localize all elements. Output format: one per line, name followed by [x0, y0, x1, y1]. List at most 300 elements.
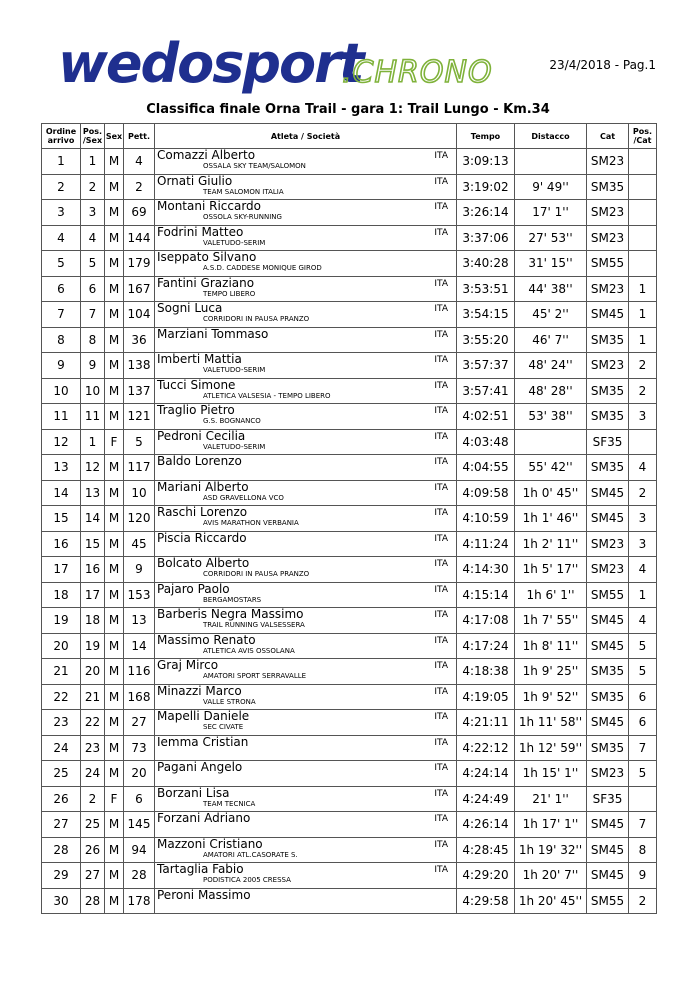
gap	[515, 149, 587, 175]
col-cat: Cat	[587, 124, 629, 149]
sex: M	[105, 863, 124, 889]
pos-sex: 18	[81, 608, 105, 634]
nationality: ITA	[434, 788, 448, 799]
sex: M	[105, 200, 124, 226]
gap: 1h 8' 11''	[515, 633, 587, 659]
athlete-cell	[155, 251, 457, 277]
bib-number: 137	[124, 378, 155, 404]
pos-sex: 21	[81, 684, 105, 710]
bib-number: 120	[124, 506, 155, 532]
bib-number: 14	[124, 633, 155, 659]
nationality: ITA	[434, 202, 448, 212]
pos-category: 8	[629, 837, 657, 863]
time: 4:26:14	[457, 812, 515, 838]
time: 4:04:55	[457, 455, 515, 481]
time: 4:18:38	[457, 659, 515, 685]
club-name: TEAM SALOMON ITALIA	[203, 187, 284, 196]
table-row	[42, 480, 657, 506]
table-row	[42, 659, 657, 685]
athlete-name: Barberis Negra Massimo	[157, 607, 304, 621]
athlete-cell	[155, 557, 457, 583]
sex: M	[105, 276, 124, 302]
gap: 27' 53''	[515, 225, 587, 251]
club-name: AVIS MARATHON VERBANIA	[203, 519, 299, 527]
sex: M	[105, 888, 124, 914]
gap: 1h 2' 11''	[515, 531, 587, 557]
col-bib: Pett.	[124, 124, 155, 149]
nationality: ITA	[434, 227, 448, 238]
nationality: ITA	[434, 457, 448, 467]
athlete-name: Marziani Tommaso	[157, 326, 269, 341]
time: 3:26:14	[457, 200, 515, 226]
time: 4:02:51	[457, 404, 515, 430]
col-sex: Sex	[105, 124, 124, 149]
athlete-name: Pajaro Paolo	[157, 581, 230, 596]
category: SM23	[587, 276, 629, 302]
table-row	[42, 531, 657, 557]
club-name: CORRIDORI IN PAUSA PRANZO	[203, 570, 310, 578]
time: 3:54:15	[457, 302, 515, 328]
gap: 31' 15''	[515, 251, 587, 277]
gap: 1h 5' 17''	[515, 557, 587, 583]
gap: 1h 0' 45''	[515, 480, 587, 506]
club-name: A.S.D. CADDESE MONIQUE GIROD	[203, 264, 322, 272]
athlete-name: Comazzi Alberto	[157, 148, 256, 162]
pos-sex: 25	[81, 812, 105, 838]
col-time: Tempo	[457, 124, 515, 149]
athlete-cell	[155, 786, 457, 812]
sex: M	[105, 582, 124, 608]
athlete-name: Traglio Pietro	[157, 403, 235, 417]
bib-number: 168	[124, 684, 155, 710]
pos-category: 1	[629, 276, 657, 302]
table-row	[42, 225, 657, 251]
athlete-cell	[155, 888, 457, 914]
pos-category: 4	[629, 557, 657, 583]
pos-category: 2	[629, 888, 657, 914]
sex: M	[105, 455, 124, 481]
gap: 44' 38''	[515, 276, 587, 302]
time: 3:53:51	[457, 276, 515, 302]
bib-number: 45	[124, 531, 155, 557]
nationality: ITA	[434, 406, 448, 416]
pos-sex: 5	[81, 251, 105, 277]
time: 4:11:24	[457, 531, 515, 557]
time: 4:03:48	[457, 429, 515, 455]
pos-category	[629, 786, 657, 812]
category: SM55	[587, 251, 629, 277]
finish-order: 18	[42, 582, 81, 608]
pos-sex: 16	[81, 557, 105, 583]
gap: 1h 20' 7''	[515, 863, 587, 889]
athlete-cell	[155, 378, 457, 404]
gap: 21' 1''	[515, 786, 587, 812]
results-table	[41, 123, 657, 914]
time: 3:57:41	[457, 378, 515, 404]
category: SM45	[587, 302, 629, 328]
bib-number: 153	[124, 582, 155, 608]
pos-sex: 1	[81, 149, 105, 175]
sex: M	[105, 837, 124, 863]
date-page: 23/4/2018 - Pag.1	[549, 58, 656, 72]
bib-number: 5	[124, 429, 155, 455]
pos-category: 4	[629, 455, 657, 481]
sex: M	[105, 684, 124, 710]
athlete-name: Piscia Riccardo	[157, 530, 247, 545]
table-row	[42, 582, 657, 608]
bib-number: 104	[124, 302, 155, 328]
athlete-cell	[155, 480, 457, 506]
athlete-cell	[155, 684, 457, 710]
finish-order: 25	[42, 761, 81, 787]
sex: M	[105, 225, 124, 251]
athlete-cell	[155, 812, 457, 838]
gap: 1h 20' 45''	[515, 888, 587, 914]
gap: 1h 12' 59''	[515, 735, 587, 761]
athlete-name: Borzani Lisa	[157, 785, 230, 800]
pos-sex: 11	[81, 404, 105, 430]
nationality: ITA	[434, 763, 448, 773]
gap: 48' 24''	[515, 353, 587, 379]
gap: 1h 6' 1''	[515, 582, 587, 608]
pos-sex: 26	[81, 837, 105, 863]
pos-sex: 1	[81, 429, 105, 455]
finish-order: 27	[42, 812, 81, 838]
sex: M	[105, 710, 124, 736]
category: SM45	[587, 480, 629, 506]
category: SM45	[587, 837, 629, 863]
table-row	[42, 710, 657, 736]
pos-sex: 6	[81, 276, 105, 302]
club-name: TRAIL RUNNING VALSESSERA	[203, 621, 305, 629]
athlete-name: Peroni Massimo	[157, 887, 251, 902]
table-row	[42, 302, 657, 328]
athlete-name: Graj Mirco	[157, 658, 219, 672]
table-row	[42, 812, 657, 838]
bib-number: 117	[124, 455, 155, 481]
sex: M	[105, 149, 124, 175]
club-name: CORRIDORI IN PAUSA PRANZO	[203, 315, 310, 323]
category: SM45	[587, 812, 629, 838]
finish-order: 15	[42, 506, 81, 532]
gap: 1h 11' 58''	[515, 710, 587, 736]
athlete-cell	[155, 200, 457, 226]
time: 4:10:59	[457, 506, 515, 532]
finish-order: 4	[42, 225, 81, 251]
athlete-cell	[155, 225, 457, 251]
nationality: ITA	[434, 508, 448, 518]
table-row	[42, 506, 657, 532]
col-pos-sex: Pos. /Sex	[81, 124, 105, 149]
sex: M	[105, 404, 124, 430]
finish-order: 9	[42, 353, 81, 379]
pos-sex: 24	[81, 761, 105, 787]
category: SM45	[587, 608, 629, 634]
category: SM35	[587, 659, 629, 685]
finish-order: 13	[42, 455, 81, 481]
pos-category: 7	[629, 735, 657, 761]
table-row	[42, 557, 657, 583]
table-row	[42, 429, 657, 455]
logo-sub: .CHRONO	[342, 55, 493, 90]
club-name: ATLETICA AVIS OSSOLANA	[203, 646, 295, 655]
pos-category: 1	[629, 582, 657, 608]
athlete-name: Tartaglia Fabio	[157, 862, 244, 876]
time: 4:21:11	[457, 710, 515, 736]
pos-sex: 7	[81, 302, 105, 328]
category: SM45	[587, 710, 629, 736]
table-row	[42, 404, 657, 430]
gap	[515, 429, 587, 455]
col-order: Ordine arrivo	[42, 124, 81, 149]
finish-order: 22	[42, 684, 81, 710]
pos-category	[629, 429, 657, 455]
sex: M	[105, 353, 124, 379]
nationality: ITA	[434, 355, 448, 365]
category: SM23	[587, 149, 629, 175]
pos-sex: 9	[81, 353, 105, 379]
pos-category: 1	[629, 302, 657, 328]
athlete-name: Massimo Renato	[157, 632, 256, 647]
bib-number: 36	[124, 327, 155, 353]
table-row	[42, 149, 657, 175]
nationality: ITA	[434, 584, 448, 595]
bib-number: 2	[124, 174, 155, 200]
athlete-cell	[155, 276, 457, 302]
category: SM55	[587, 888, 629, 914]
athlete-name: Mapelli Daniele	[157, 709, 250, 723]
athlete-name: Sogni Luca	[157, 301, 223, 315]
sex: M	[105, 302, 124, 328]
finish-order: 20	[42, 633, 81, 659]
sex: M	[105, 531, 124, 557]
club-name: G.S. BOGNANCO	[203, 417, 261, 425]
pos-sex: 20	[81, 659, 105, 685]
club-name: TEAM TECNICA	[203, 799, 256, 808]
table-row	[42, 837, 657, 863]
gap: 45' 2''	[515, 302, 587, 328]
pos-sex: 27	[81, 863, 105, 889]
category: SM35	[587, 455, 629, 481]
bib-number: 13	[124, 608, 155, 634]
time: 4:28:45	[457, 837, 515, 863]
athlete-cell	[155, 837, 457, 863]
pos-category: 2	[629, 353, 657, 379]
table-row	[42, 633, 657, 659]
table-row	[42, 251, 657, 277]
col-pos-cat: Pos. /Cat	[629, 124, 657, 149]
finish-order: 24	[42, 735, 81, 761]
nationality: ITA	[434, 380, 448, 391]
gap: 48' 28''	[515, 378, 587, 404]
category: SM35	[587, 735, 629, 761]
athlete-name: Mazzoni Cristiano	[157, 836, 263, 851]
finish-order: 28	[42, 837, 81, 863]
athlete-cell	[155, 582, 457, 608]
nationality: ITA	[434, 533, 448, 544]
club-name: VALETUDO-SERIM	[203, 238, 266, 247]
pos-category: 5	[629, 761, 657, 787]
pos-sex: 12	[81, 455, 105, 481]
bib-number: 73	[124, 735, 155, 761]
category: SM23	[587, 557, 629, 583]
pos-category: 2	[629, 480, 657, 506]
pos-category: 7	[629, 812, 657, 838]
time: 3:19:02	[457, 174, 515, 200]
athlete-cell	[155, 710, 457, 736]
logo-main: wedosport	[58, 32, 363, 95]
sex: M	[105, 251, 124, 277]
pos-sex: 14	[81, 506, 105, 532]
athlete-cell	[155, 174, 457, 200]
athlete-name: Montani Riccardo	[157, 199, 262, 213]
time: 4:19:05	[457, 684, 515, 710]
bib-number: 179	[124, 251, 155, 277]
time: 3:57:37	[457, 353, 515, 379]
col-athlete: Atleta / Società	[155, 124, 457, 149]
athlete-name: Minazzi Marco	[157, 683, 242, 698]
finish-order: 10	[42, 378, 81, 404]
nationality: ITA	[434, 329, 448, 340]
table-row	[42, 276, 657, 302]
finish-order: 23	[42, 710, 81, 736]
athlete-cell	[155, 455, 457, 481]
gap: 55' 42''	[515, 455, 587, 481]
svg-text:wedosport	[58, 32, 367, 95]
finish-order: 29	[42, 863, 81, 889]
nationality: ITA	[434, 176, 448, 187]
finish-order: 19	[42, 608, 81, 634]
club-name: SEC CIVATE	[203, 723, 244, 731]
pos-sex: 2	[81, 786, 105, 812]
table-row	[42, 174, 657, 200]
finish-order: 30	[42, 888, 81, 914]
sex: M	[105, 327, 124, 353]
athlete-cell	[155, 608, 457, 634]
athlete-cell	[155, 735, 457, 761]
sex: M	[105, 608, 124, 634]
athlete-name: Mariani Alberto	[157, 479, 249, 494]
pos-category: 1	[629, 327, 657, 353]
table-row	[42, 863, 657, 889]
table-row	[42, 761, 657, 787]
pos-category: 2	[629, 378, 657, 404]
category: SM45	[587, 506, 629, 532]
athlete-cell	[155, 302, 457, 328]
table-row	[42, 608, 657, 634]
club-name: TEMPO LIBERO	[203, 289, 256, 298]
finish-order: 26	[42, 786, 81, 812]
category: SM35	[587, 404, 629, 430]
nationality: ITA	[434, 559, 448, 569]
finish-order: 16	[42, 531, 81, 557]
header-row	[42, 124, 657, 149]
club-name: VALETUDO-SERIM	[203, 442, 266, 451]
athlete-cell	[155, 531, 457, 557]
athlete-cell	[155, 761, 457, 787]
athlete-name: Pagani Angelo	[157, 760, 243, 774]
bib-number: 138	[124, 353, 155, 379]
time: 4:09:58	[457, 480, 515, 506]
athlete-name: Forzani Adriano	[157, 811, 251, 825]
bib-number: 9	[124, 557, 155, 583]
page-title: Classifica finale Orna Trail - gara 1: Trail Lungo - Km.34	[146, 102, 550, 117]
finish-order: 14	[42, 480, 81, 506]
category: SM55	[587, 582, 629, 608]
nationality: ITA	[434, 151, 448, 161]
athlete-cell	[155, 429, 457, 455]
athlete-name: Fodrini Matteo	[157, 224, 244, 239]
pos-category	[629, 225, 657, 251]
club-name: AMATORI ATL.CASORATE S.	[203, 850, 298, 859]
bib-number: 116	[124, 659, 155, 685]
bib-number: 28	[124, 863, 155, 889]
sex: M	[105, 633, 124, 659]
athlete-name: Ornati Giulio	[157, 173, 233, 188]
category: SF35	[587, 786, 629, 812]
table-row	[42, 378, 657, 404]
athlete-cell	[155, 863, 457, 889]
club-name: AMATORI SPORT SERRAVALLE	[203, 672, 307, 680]
bib-number: 4	[124, 149, 155, 175]
time: 4:14:30	[457, 557, 515, 583]
pos-category: 6	[629, 684, 657, 710]
club-name: VALETUDO-SERIM	[203, 366, 266, 374]
athlete-cell	[155, 353, 457, 379]
bib-number: 27	[124, 710, 155, 736]
athlete-name: Imberti Mattia	[157, 352, 242, 366]
athlete-cell	[155, 327, 457, 353]
pos-sex: 2	[81, 174, 105, 200]
athlete-name: Fantini Graziano	[157, 275, 255, 290]
pos-category: 9	[629, 863, 657, 889]
finish-order: 8	[42, 327, 81, 353]
gap: 1h 15' 1''	[515, 761, 587, 787]
table-row	[42, 735, 657, 761]
pos-sex: 28	[81, 888, 105, 914]
pos-category	[629, 251, 657, 277]
sex: M	[105, 659, 124, 685]
category: SM23	[587, 531, 629, 557]
bib-number: 178	[124, 888, 155, 914]
pos-sex: 13	[81, 480, 105, 506]
bib-number: 69	[124, 200, 155, 226]
gap: 1h 1' 46''	[515, 506, 587, 532]
bib-number: 20	[124, 761, 155, 787]
pos-category: 4	[629, 608, 657, 634]
category: SM45	[587, 633, 629, 659]
table-row	[42, 327, 657, 353]
sex: M	[105, 378, 124, 404]
athlete-cell	[155, 633, 457, 659]
nationality: ITA	[434, 304, 448, 314]
finish-order: 3	[42, 200, 81, 226]
nationality: ITA	[434, 635, 448, 646]
time: 4:29:20	[457, 863, 515, 889]
sex: F	[105, 429, 124, 455]
bib-number: 121	[124, 404, 155, 430]
gap: 1h 17' 1''	[515, 812, 587, 838]
category: SM23	[587, 200, 629, 226]
pos-category	[629, 200, 657, 226]
finish-order: 1	[42, 149, 81, 175]
sex: M	[105, 735, 124, 761]
time: 4:24:49	[457, 786, 515, 812]
athlete-cell	[155, 404, 457, 430]
time: 4:15:14	[457, 582, 515, 608]
time: 4:17:08	[457, 608, 515, 634]
pos-sex: 17	[81, 582, 105, 608]
